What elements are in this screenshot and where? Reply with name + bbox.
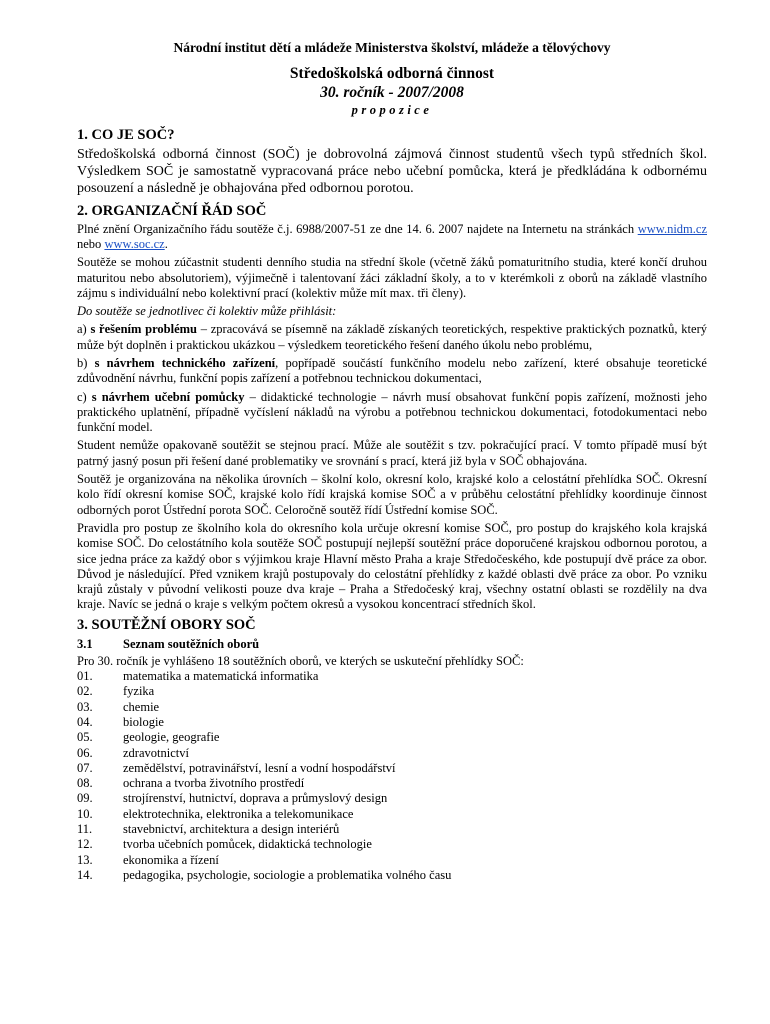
field-name: tvorba učebních pomůcek, didaktická technologie [123,837,372,852]
levels-paragraph: Soutěž je organizována na několika úrovních – školní kolo, okresní kolo, krajské kolo a celostátní přehlídka SOČ. Okresní kolo řídí okresní komise SOČ, krajské kolo řídí krajská komise SOČ a v průběhu celostátní přehlídky koordinuje činnost odborných porot Ústřední porota SOČ. Celoročně soutěž řídí Ústřední komise SOČ. [77,472,707,517]
field-item [77,837,707,852]
fields-intro: Pro 30. ročník je vyhlášeno 18 soutěžních oborů, ve kterých se uskuteční přehlídky SOČ: [77,653,524,668]
fields-list [77,669,707,883]
section-1-heading: 1. CO JE SOČ? [77,127,175,143]
advancement-paragraph: Pravidla pro postup ze školního kola do okresního kola určuje okresní komise SOČ, pro postup do krajského kola krajská komise SOČ. Do celostátního kola soutěže SOČ postupují nejlepší soutěžní práce doporučené krajskou odbornou porotou, a sice jedna práce za každý obor s výjimkou kraje Hlavní město Praha a kraje Středočeského, kde postupují dvě práce za obor. Důvod je následující. Před vznikem krajů postupovaly do celostátní přehlídky z každé oblasti dvě práce za obor. Po vzniku krajů zůstaly v původní velikosti pouze dva kraje – Praha a Středočeský kraj, všechny ostatní oblasti se rozdělily na dva kraje. Navíc se jedná o kraje s velkým počtem okresů a vysokou koncentrací středních škol. [77,520,707,612]
field-item [77,776,707,791]
field-number: 05. [77,730,93,745]
field-number: 11. [77,822,93,836]
subsection-number: 3.1 [77,636,93,651]
field-item [77,715,707,730]
option-a [77,322,707,353]
option-b-title: s návrhem technického zařízení [94,355,276,370]
field-number: 08. [77,776,93,791]
option-c [77,390,707,436]
field-number: 09. [77,791,93,806]
field-number: 03. [77,699,93,714]
org-rules-end: . [164,236,168,251]
field-name: biologie [123,714,164,729]
option-b-text: , popřípadě součástí funkčního modelu nebo zařízení, které obsahuje teoretické zdůvodnění návrhu, funkční popis zařízení a potřebnou technickou dokumentaci, [77,355,707,386]
field-name: stavebnictví, architektura a design interiérů [123,822,340,836]
subsection-title: Seznam soutěžních oborů [123,636,260,651]
field-item [77,684,707,699]
field-name: chemie [123,699,160,714]
soc-link[interactable]: www.soc.cz [104,236,165,251]
option-a-text: – zpracovává se písemně na základě získaných teoretických, respektive praktických poznatků, který může být doplněn i praktickou ukázkou – výsledkem teoretického řešení daného úkolu nebo problému, [77,322,707,352]
field-item [77,669,707,684]
field-number: 01. [77,669,93,684]
link-connector: nebo [77,236,105,251]
field-item [77,761,707,776]
field-name: fyzika [123,684,155,699]
field-name: elektrotechnika, elektronika a telekomunikace [123,806,354,821]
field-name: pedagogika, psychologie, sociologie a problematika volného času [123,867,452,882]
option-b [77,356,707,387]
field-item [77,868,707,883]
org-rules-paragraph [77,222,707,253]
field-item [77,853,707,868]
registration-intro: Do soutěže se jednotlivec či kolektiv může přihlásit: [77,304,337,319]
org-rules-text: Plné znění Organizačního řádu soutěže č.j. 6988/2007-51 ze dne 14. 6. 2007 najdete na Internetu na stránkách [77,221,638,236]
field-name: ekonomika a řízení [123,852,219,867]
document-title: Středoškolská odborná činnost [289,65,495,82]
field-item [77,791,707,806]
field-number: 14. [77,867,93,882]
section-1-text: Středoškolská odborná činnost (SOČ) je dobrovolná zájmová činnost studentů všech typů středních škol. Výsledkem SOČ je samostatně vypracovaná práce nebo učební pomůcka, která je předkládána k odbornému posouzení a následně je obhajována před odbornou porotou. [77,147,707,197]
option-c-text: – didaktické technologie – návrh musí obsahovat funkční popis zařízení, možnosti jeho praktického uplatnění, případně vyčíslení nákladů na výrobu a potřebnou technickou dokumentaci, fotodokumentaci nebo funkční model. [77,389,707,435]
field-name: geologie, geografie [123,730,220,745]
section-3-heading: 3. SOUTĚŽNÍ OBORY SOČ [77,616,256,633]
field-number: 04. [77,714,93,729]
field-item [77,822,707,837]
field-number: 12. [77,837,93,852]
field-name: zdravotnictví [123,745,189,760]
field-name: strojírenství, hutnictví, doprava a průmyslový design [123,791,388,806]
option-c-title: s návrhem učební pomůcky [91,389,245,404]
field-number: 06. [77,745,93,760]
field-item [77,746,707,761]
propozice-label: propozice [351,103,433,117]
field-name: matematika a matematická informatika [123,669,319,684]
field-number: 13. [77,852,93,867]
field-name: ochrana a tvorba životního prostředí [123,776,305,791]
repeat-work-paragraph: Student nemůže opakovaně soutěžit se stejnou prací. Může ale soutěžit s tzv. pokračující prací. V tomto případě musí být patrný jasný posun při řešení dané problematiky ve srovnání s prací, která již byla v SOČ obhajována. [77,438,707,468]
subsection-heading [77,636,707,652]
option-c-letter: c) [77,389,92,404]
field-item [77,700,707,715]
organization-line: Národní institut dětí a mládeže Ministerstva školství, mládeže a tělovýchovy [173,40,611,55]
field-item [77,807,707,822]
document-subtitle: 30. ročník - 2007/2008 [320,84,464,101]
field-name: zemědělství, potravinářství, lesní a vodní hospodářství [123,760,396,775]
option-a-letter: a) [77,322,91,337]
option-a-title: s řešením problému [90,322,198,337]
field-number: 10. [77,806,93,821]
field-item [77,730,707,745]
section-2-heading: 2. ORGANIZAČNÍ ŘÁD SOČ [77,202,267,219]
field-number: 07. [77,760,93,775]
option-b-letter: b) [77,355,95,370]
field-number: 02. [77,684,93,699]
eligibility-paragraph: Soutěže se mohou zúčastnit studenti denního studia na střední škole (včetně žáků pomaturitního studia, které končí druhou maturitou nebo absolutoriem), výjimečně i talentovaní žáci základní školy, a to v kterémkoli z oborů na základě vlastního zájmu s individuální nebo kolektivní prací (kolektiv může mít max. tři členy). [77,255,707,300]
nidm-link[interactable]: www.nidm.cz [637,221,707,236]
